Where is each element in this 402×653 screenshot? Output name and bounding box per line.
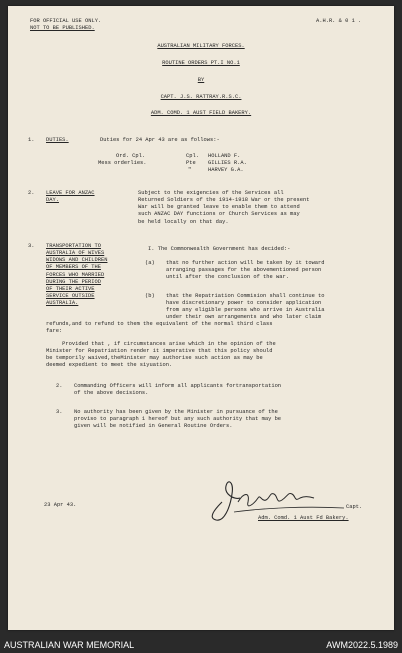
paragraph-2-number: 2. <box>56 383 63 389</box>
heading-orders: ROUTINE ORDERS PT.I NO.1 <box>162 60 240 66</box>
section-2-number: 2. <box>28 190 35 196</box>
clause-b-label: (b) <box>145 293 155 299</box>
heading-by: BY <box>197 77 205 83</box>
heading-forces: AUSTRALIAN MILITARY FORCES. <box>157 43 245 49</box>
proviso-paragraph: Provided that , if circumstances arise which in the opinion of the Minister for Repatriation render it imperative that this policy should be temporily waived,theMinister may authorise such action as may be deemed expedient to meet the siyuation. <box>46 341 276 369</box>
duty-rank-2: Pte <box>186 160 196 166</box>
heading-unit: ADM. COMD. 1 AUST FIELD BAKERY. <box>150 110 252 116</box>
section-1-heading: DUTIES. <box>46 137 69 143</box>
clause-b-continuation: refunds,and to refund to them the equivalent of the normal third class fare: <box>46 321 273 335</box>
section-3-heading: TRANSPORTATION TO AUSTRALIA OF WIVES WIDOWS AND CHILDREN OF MEMBERS OF THE FORCES WHO MARRIED DURING THE PERIOD OF THEIR ACTIVE SERVICE OUTSIDE AUSTRALIA. <box>46 243 108 306</box>
footer-institution: AUSTRALIAN WAR MEMORIAL <box>4 640 135 650</box>
section-1-intro: Duties for 24 Apr 43 are as follows:- <box>100 137 220 143</box>
order-date: 23 Apr 43. <box>44 502 77 508</box>
restriction-notice-2: NOT TO BE PUBLISHED. <box>30 25 95 31</box>
clause-b-body: that the Repatriation Commision shall continue to have discretionary power to consider application from any eligible persons who arrive in Australia under their own arrangements and who later claim <box>166 293 325 321</box>
section-3-intro: I. The Commonwealth Government has decided:- <box>148 246 291 252</box>
duty-rank-1: Cpl. <box>186 153 199 159</box>
paragraph-3-body: No authority has been given by the Minister in pursuance of the proviso to paragraph 1 hereof but any such authority that may be given will be notified in General Routine Orders. <box>74 409 282 430</box>
section-3-number: 3. <box>28 243 35 249</box>
paragraph-3-number: 3. <box>56 409 63 415</box>
signatory-title: Adm. Comd. 1 Aust Fd Bakery. <box>258 515 349 521</box>
section-2-heading-line2: DAY. <box>46 197 59 203</box>
duty-name-1: HOLLAND F. <box>208 153 241 159</box>
duty-name-3: HARVEY G.A. <box>208 167 244 173</box>
footer-accession-number: AWM2022.5.1989 <box>326 640 398 650</box>
section-1-number: 1. <box>28 137 35 143</box>
duty-rank-3: " <box>188 167 192 173</box>
duty-role-2: Mess orderlies. <box>98 160 147 166</box>
paragraph-2-body: Commanding Officers will inform all applicants fortransportation of the above decisions. <box>74 383 282 397</box>
document-page <box>8 6 394 630</box>
heading-officer: CAPT. J.S. RATTRAY.R.S.C. <box>160 94 242 100</box>
restriction-notice-1: FOR OFFICIAL USE ONLY. <box>30 18 102 24</box>
clause-a-body: that no further action will be taken by it toward arranging passages for the abovementioned person until after the conclusion of the war. <box>166 260 325 281</box>
section-2-body: Subject to the exigencies of the Services all Returned Soldiers of the 1914-1918 War or the present War will be granted leave to enable them to attend such ANZAC DAY functions or Church Services as may be held locally on that day. <box>138 190 310 225</box>
duty-name-2: GILLIES R.A. <box>208 160 247 166</box>
clause-a-label: (a) <box>145 260 155 266</box>
document-reference: A.H.R. & 0 1 . <box>316 18 362 24</box>
signatory-rank: Capt. <box>346 504 363 510</box>
archive-footer <box>0 634 402 653</box>
duty-role-1: Ord. Cpl. <box>116 153 146 159</box>
section-2-heading-line1: LEAVE FOR ANZAC <box>46 190 95 196</box>
